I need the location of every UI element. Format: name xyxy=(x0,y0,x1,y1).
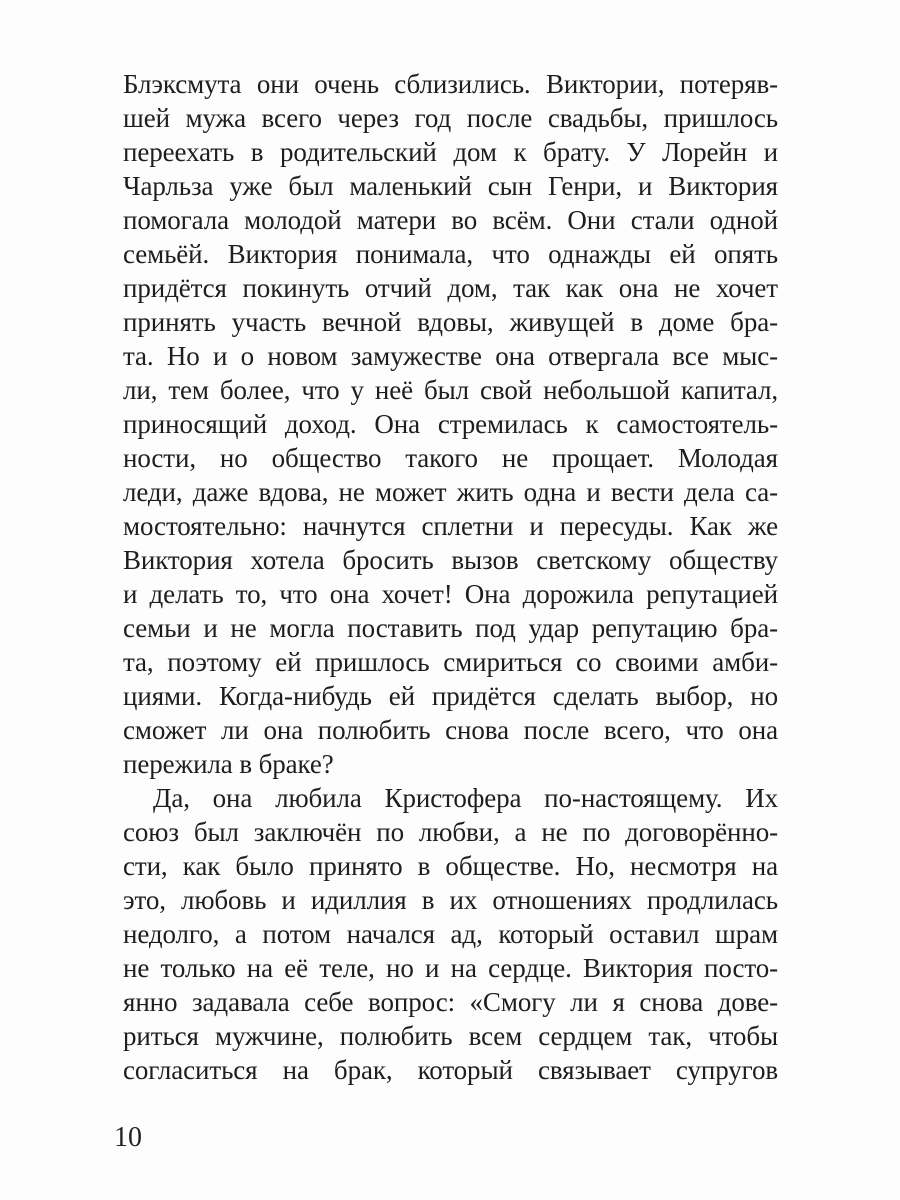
text-line: приносящий доход. Она стремилась к самостоятель- xyxy=(123,409,778,439)
page-number: 10 xyxy=(114,1122,142,1153)
text-line: сможет ли она полюбить снова после всего, что она xyxy=(123,715,778,745)
text-line: мостоятельно: начнутся сплетни и пересуды. Как же xyxy=(123,511,778,541)
text-line: это, любовь и идиллия в их отношениях продлилась xyxy=(123,885,778,915)
text-line: Блэксмута они очень сблизились. Виктории, потеряв- xyxy=(123,69,778,99)
text-line: переехать в родительский дом к брату. У Лорейн и xyxy=(123,137,778,167)
text-line-paragraph-start: Да, она любила Кристофера по-настоящему. Их xyxy=(153,783,778,813)
text-line: та, поэтому ей пришлось смириться со своими амби- xyxy=(123,647,778,677)
body-text xyxy=(123,67,778,1087)
text-line: придётся покинуть отчий дом, так как она не хочет xyxy=(123,273,778,303)
text-line: Виктория хотела бросить вызов светскому обществу xyxy=(123,545,778,575)
text-line: принять участь вечной вдовы, живущей в доме бра- xyxy=(123,307,778,337)
text-line: помогала молодой матери во всём. Они стали одной xyxy=(123,205,778,235)
text-line: ли, тем более, что у неё был свой небольшой капитал, xyxy=(123,375,778,405)
text-line: риться мужчине, полюбить всем сердцем так, чтобы xyxy=(123,1021,778,1051)
text-line: шей мужа всего через год после свадьбы, пришлось xyxy=(123,103,778,133)
text-line: не только на её теле, но и на сердце. Виктория посто- xyxy=(123,953,778,983)
text-line: согласиться на брак, который связывает супругов xyxy=(123,1055,778,1085)
text-line: та. Но и о новом замужестве она отвергала все мыс- xyxy=(123,341,778,371)
text-line: Чарльза уже был маленький сын Генри, и Виктория xyxy=(123,171,778,201)
text-line: и делать то, что она хочет! Она дорожила репутацией xyxy=(123,579,778,609)
text-line: семьи и не могла поставить под удар репутацию бра- xyxy=(123,613,778,643)
text-line: циями. Когда-нибудь ей придётся сделать выбор, но xyxy=(123,681,778,711)
text-line-paragraph-end: пережила в браке? xyxy=(123,749,334,779)
text-line: недолго, а потом начался ад, который оставил шрам xyxy=(123,919,778,949)
text-line: сти, как было принято в обществе. Но, несмотря на xyxy=(123,851,778,881)
text-line: ности, но общество такого не прощает. Молодая xyxy=(123,443,778,473)
text-line: янно задавала себе вопрос: «Смогу ли я снова дове- xyxy=(123,987,778,1017)
text-line: союз был заключён по любви, а не по договорённо- xyxy=(123,817,778,847)
text-line: леди, даже вдова, не может жить одна и вести дела са- xyxy=(123,477,778,507)
text-line: семьёй. Виктория понимала, что однажды ей опять xyxy=(123,239,778,269)
